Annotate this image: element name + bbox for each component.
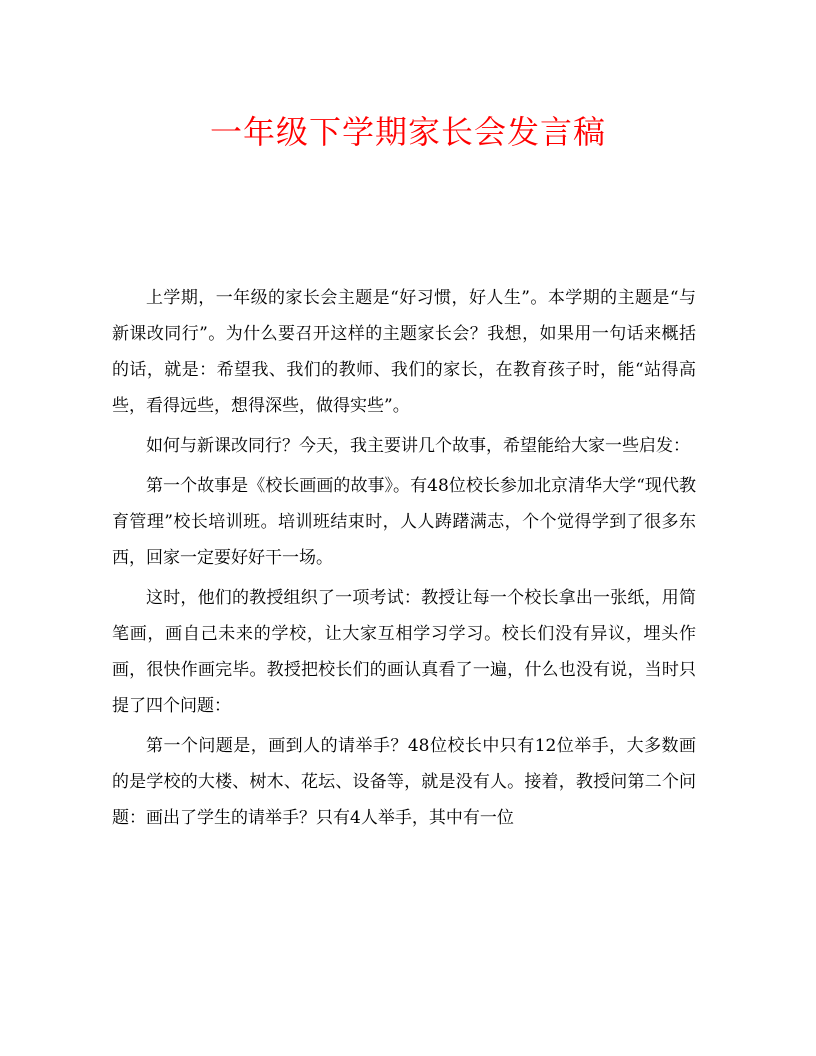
paragraph-4: 这时，他们的教授组织了一项考试：教授让每一个校长拿出一张纸，用简笔画，画自己未来的学校，让大家互相学习学习。校长们没有异议，埋头作画，很快作画完毕。教授把校长们的画认真看了一遍，什么也没有说，当时只提了四个问题： [112, 588, 696, 716]
document-title: 一年级下学期家长会发言稿 [209, 113, 606, 151]
paragraph-3: 第一个故事是《校长画画的故事》。有48位校长参加北京清华大学“现代教育管理”校长培训班。培训班结束时，人人踌躇满志，个个觉得学到了很多东西，回家一定要好好干一场。 [112, 476, 696, 568]
paragraph-2: 如何与新课改同行？今天，我主要讲几个故事，希望能给大家一些启发： [146, 436, 690, 456]
paragraph-1: 上学期，一年级的家长会主题是“好习惯，好人生”。本学期的主题是“与新课改同行”。为什么要召开这样的主题家长会？我想，如果用一句话来概括的话，就是：希望我、我们的教师、我们的家长，在教育孩子时，能“站得高些，看得远些，想得深些，做得实些”。 [112, 288, 696, 416]
document-body [112, 280, 696, 840]
paragraph-5: 第一个问题是，画到人的请举手？48位校长中只有12位举手，大多数画的是学校的大楼、树木、花坛、设备等，就是没有人。接着，教授问第二个问题：画出了学生的请举手？只有4人举手，其中有一位 [112, 736, 696, 828]
